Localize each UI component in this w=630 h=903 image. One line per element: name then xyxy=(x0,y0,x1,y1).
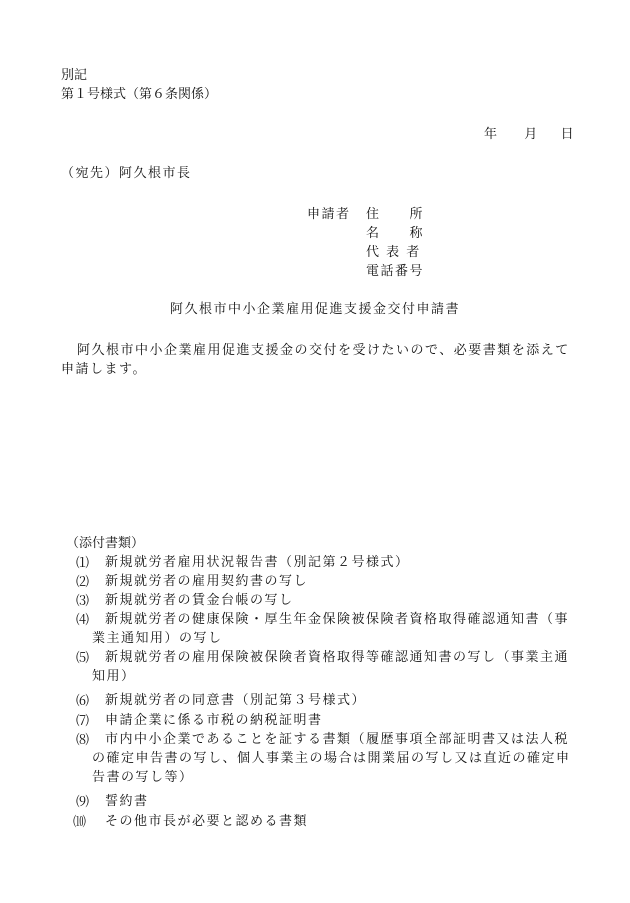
applicant-label: 申請者 xyxy=(307,207,351,222)
attachment-item-7: 申請企業に係る市税の納税証明書 xyxy=(105,713,323,728)
attachments-heading: （添付書類） xyxy=(66,536,145,551)
body-line-1: 阿久根市中小企業雇用促進支援金の交付を受けたいので、必要書類を添えて xyxy=(77,343,570,358)
attachment-item-10: その他市長が必要と認める書類 xyxy=(105,814,309,829)
attachment-item-4-cont: 業主通知用）の写し xyxy=(92,631,223,646)
date-month-label: 月 xyxy=(524,127,538,142)
annex-label: 別記 xyxy=(61,68,88,83)
attachment-number: ⑸ xyxy=(76,651,90,666)
addressee: （宛先）阿久根市長 xyxy=(61,166,192,181)
date-year-label: 年 xyxy=(484,127,498,142)
applicant-fields xyxy=(366,205,424,281)
body-line-2: 申請します。 xyxy=(61,362,147,377)
attachment-number: ⑴ xyxy=(76,556,90,571)
date-line xyxy=(484,125,574,144)
field-name-label: 名 称 xyxy=(366,226,425,241)
attachment-item-6: 新規就労者の同意書（別記第３号様式） xyxy=(105,693,367,708)
attachment-number: ⑽ xyxy=(73,815,87,830)
form-number: 第１号様式（第６条関係） xyxy=(61,87,218,102)
attachment-number: ⑶ xyxy=(76,594,90,609)
attachment-item-8: 市内中小企業であることを証する書類（履歴事項全部証明書又は法人税 xyxy=(105,732,570,747)
attachment-item-5-cont: 知用） xyxy=(92,669,136,684)
attachment-number: ⑹ xyxy=(76,694,90,709)
attachment-item-2: 新規就労者の雇用契約書の写し xyxy=(105,574,309,589)
attachment-item-8-cont: の確定申告書の写し、個人事業主の場合は開業届の写し又は直近の確定申 xyxy=(92,751,571,766)
attachment-number: ⑺ xyxy=(76,714,90,729)
attachment-item-3: 新規就労者の賃金台帳の写し xyxy=(105,593,294,608)
attachment-number: ⑵ xyxy=(76,575,90,590)
attachment-number: ⑼ xyxy=(76,795,90,810)
attachment-item-5: 新規就労者の雇用保険被保険者資格取得等確認通知書の写し（事業主通 xyxy=(105,650,570,665)
field-address-label: 住 所 xyxy=(366,207,425,222)
attachment-number: ⑷ xyxy=(76,613,90,628)
field-representative-label: 代 表 者 xyxy=(366,245,421,260)
attachment-item-4: 新規就労者の健康保険・厚生年金保険被保険者資格取得確認通知書（事 xyxy=(105,612,570,627)
date-day-label: 日 xyxy=(560,127,574,142)
field-phone-label: 電話番号 xyxy=(366,264,425,279)
document-title: 阿久根市中小企業雇用促進支援金交付申請書 xyxy=(170,302,461,317)
attachment-item-8-cont: 告書の写し等） xyxy=(92,770,194,785)
attachment-item-1: 新規就労者雇用状況報告書（別記第２号様式） xyxy=(105,555,410,570)
attachment-number: ⑻ xyxy=(76,733,90,748)
attachment-item-9: 誓約書 xyxy=(105,794,149,809)
